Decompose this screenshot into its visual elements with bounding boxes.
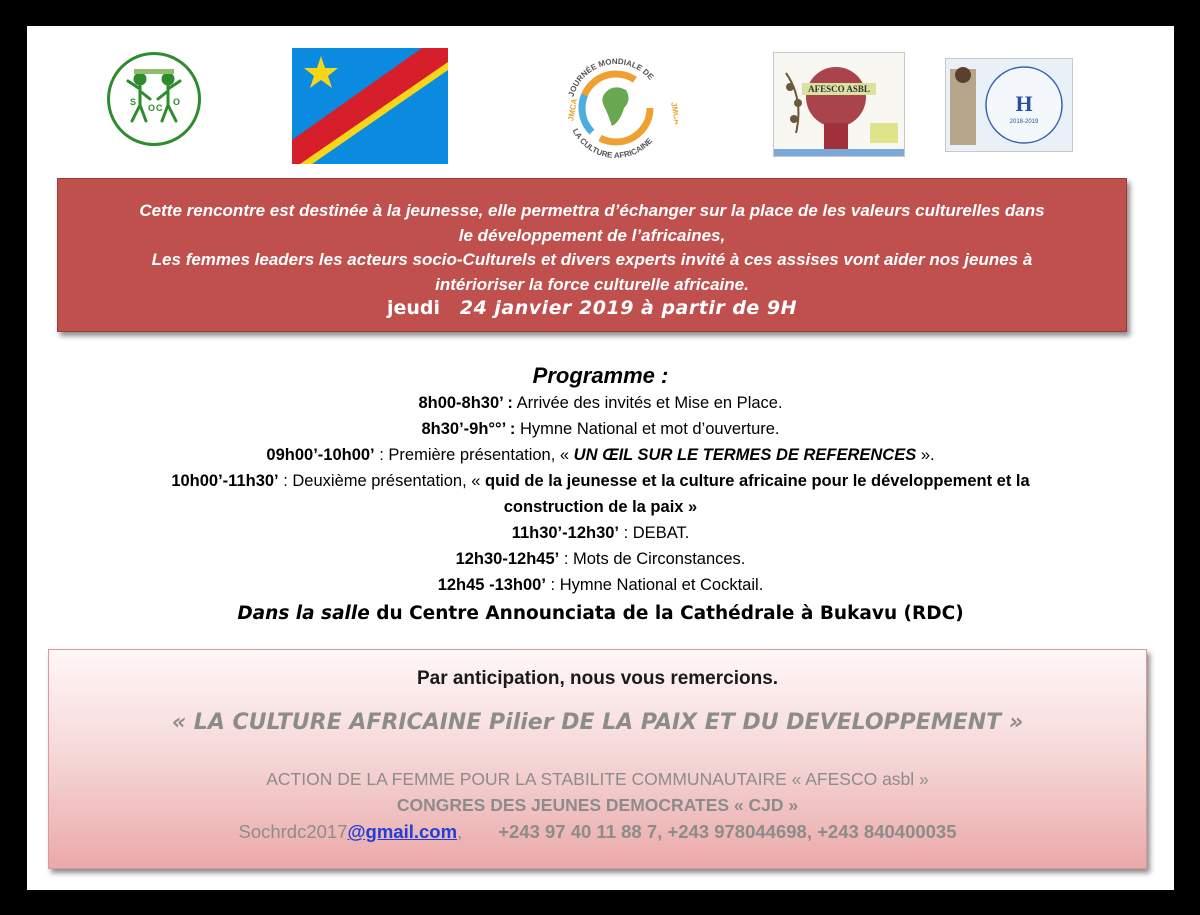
info-text — [82, 199, 1102, 297]
socio-letter-o: O — [148, 103, 156, 113]
email-link[interactable]: @gmail.com — [347, 821, 458, 842]
item-time: 12h45 -13h00’ — [437, 576, 546, 594]
socio-letter-s: S — [130, 97, 137, 107]
item-time: 12h30-12h45’ — [455, 550, 560, 568]
programme-item — [27, 468, 1174, 494]
item-text: : DEBAT. — [619, 524, 690, 542]
email-user: Sochrdc2017 — [238, 821, 348, 842]
info-box — [57, 178, 1127, 332]
item-after: ». — [916, 446, 935, 464]
item-after: » — [683, 498, 698, 516]
info-line-1: Cette rencontre est destinée à la jeunesse, elle permettra d’échanger sur la place de les valeurs culturelles dans — [139, 201, 1045, 220]
item-time: 8h00-8h30’ : — [418, 394, 513, 412]
item-emphasis: UN ŒIL SUR LE TERMES DE REFERENCES — [573, 446, 917, 464]
afesco-label: AFESCO ASBL — [802, 83, 876, 95]
item-time: 09h00’-10h00’ — [266, 446, 375, 464]
venue-rest: du Centre Announciata de la Cathédrale à Bukavu (RDC) — [369, 603, 964, 624]
jmca-logo — [554, 44, 678, 166]
date-prefix: jeudi — [386, 297, 440, 319]
item-time: 11h30’-12h30’ — [511, 524, 620, 542]
info-line-4: intérioriser la force culturelle africaine. — [435, 274, 749, 294]
email-after: , — [457, 821, 463, 842]
venue-italic: Dans la salle — [237, 603, 370, 624]
contact-line — [49, 818, 1146, 846]
cjd-logo — [945, 58, 1073, 152]
item-time: 10h00’-11h30’ — [171, 472, 279, 490]
item-emphasis: quid de la jeunesse et la culture africaine pour le développement et la — [485, 472, 1030, 490]
jmca-right-text: JMCA — [669, 101, 678, 126]
socio-letter-c: C — [156, 103, 163, 113]
programme-item — [27, 572, 1174, 598]
item-text: Arrivée des invités et Mise en Place. — [512, 394, 783, 412]
drc-flag-image — [292, 48, 448, 164]
svg-text:H: H — [1015, 91, 1033, 116]
flyer-page — [27, 26, 1174, 890]
event-date — [58, 297, 1126, 319]
slogan-text: « LA CULTURE AFRICAINE Pilier DE LA PAIX ET DU DEVELOPPEMENT » — [171, 710, 1024, 735]
programme-item — [27, 416, 1174, 442]
item-emphasis: construction de la paix — [503, 498, 684, 516]
item-time: 8h30’-9h°°’ : — [421, 420, 516, 438]
date-main: 24 janvier 2019 à partir de 9H — [459, 297, 798, 319]
item-text: : Hymne National et Cocktail. — [545, 576, 764, 594]
phone-numbers: +243 97 40 11 88 7, +243 978044698, +243 840400035 — [498, 821, 957, 842]
item-text: : Mots de Circonstances. — [559, 550, 746, 568]
cjd-year: 2018-2019 — [1009, 119, 1039, 125]
item-text: : Première présentation, « — [374, 446, 574, 464]
item-text: Hymne National et mot d’ouverture. — [515, 420, 780, 438]
socio-logo — [107, 52, 201, 146]
socio-letter-o2: O — [173, 97, 181, 107]
programme-item — [27, 520, 1174, 546]
jmca-arc-bottom-text: LA CULTURE AFRICAINE — [570, 127, 655, 161]
info-line-3: Les femmes leaders les acteurs socio-Culturels et divers experts invité à ces assises vont aider nos jeunes à — [151, 250, 1033, 269]
jmca-arc-top-text: JOURNÉE MONDIALE DE — [566, 56, 656, 98]
info-line-2: le développement de l’africaines, — [458, 225, 726, 245]
thanks-text: Par anticipation, nous vous remercions. — [416, 668, 779, 689]
programme-item-continuation — [27, 494, 1174, 520]
jmca-left-text: JMCA — [566, 97, 580, 122]
organizer-cjd: CONGRES DES JEUNES DEMOCRATES « CJD » — [396, 795, 799, 815]
organizer-afesco: ACTION DE LA FEMME POUR LA STABILITE COMMUNAUTAIRE « AFESCO asbl » — [266, 769, 929, 789]
item-text: : Deuxième présentation, « — [278, 472, 486, 490]
venue-line — [27, 600, 1174, 628]
footer-box — [48, 649, 1147, 869]
programme-section — [27, 362, 1174, 628]
programme-item — [27, 390, 1174, 416]
programme-item — [27, 442, 1174, 468]
programme-item — [27, 546, 1174, 572]
programme-title: Programme : — [532, 363, 669, 388]
afesco-logo — [773, 52, 905, 157]
